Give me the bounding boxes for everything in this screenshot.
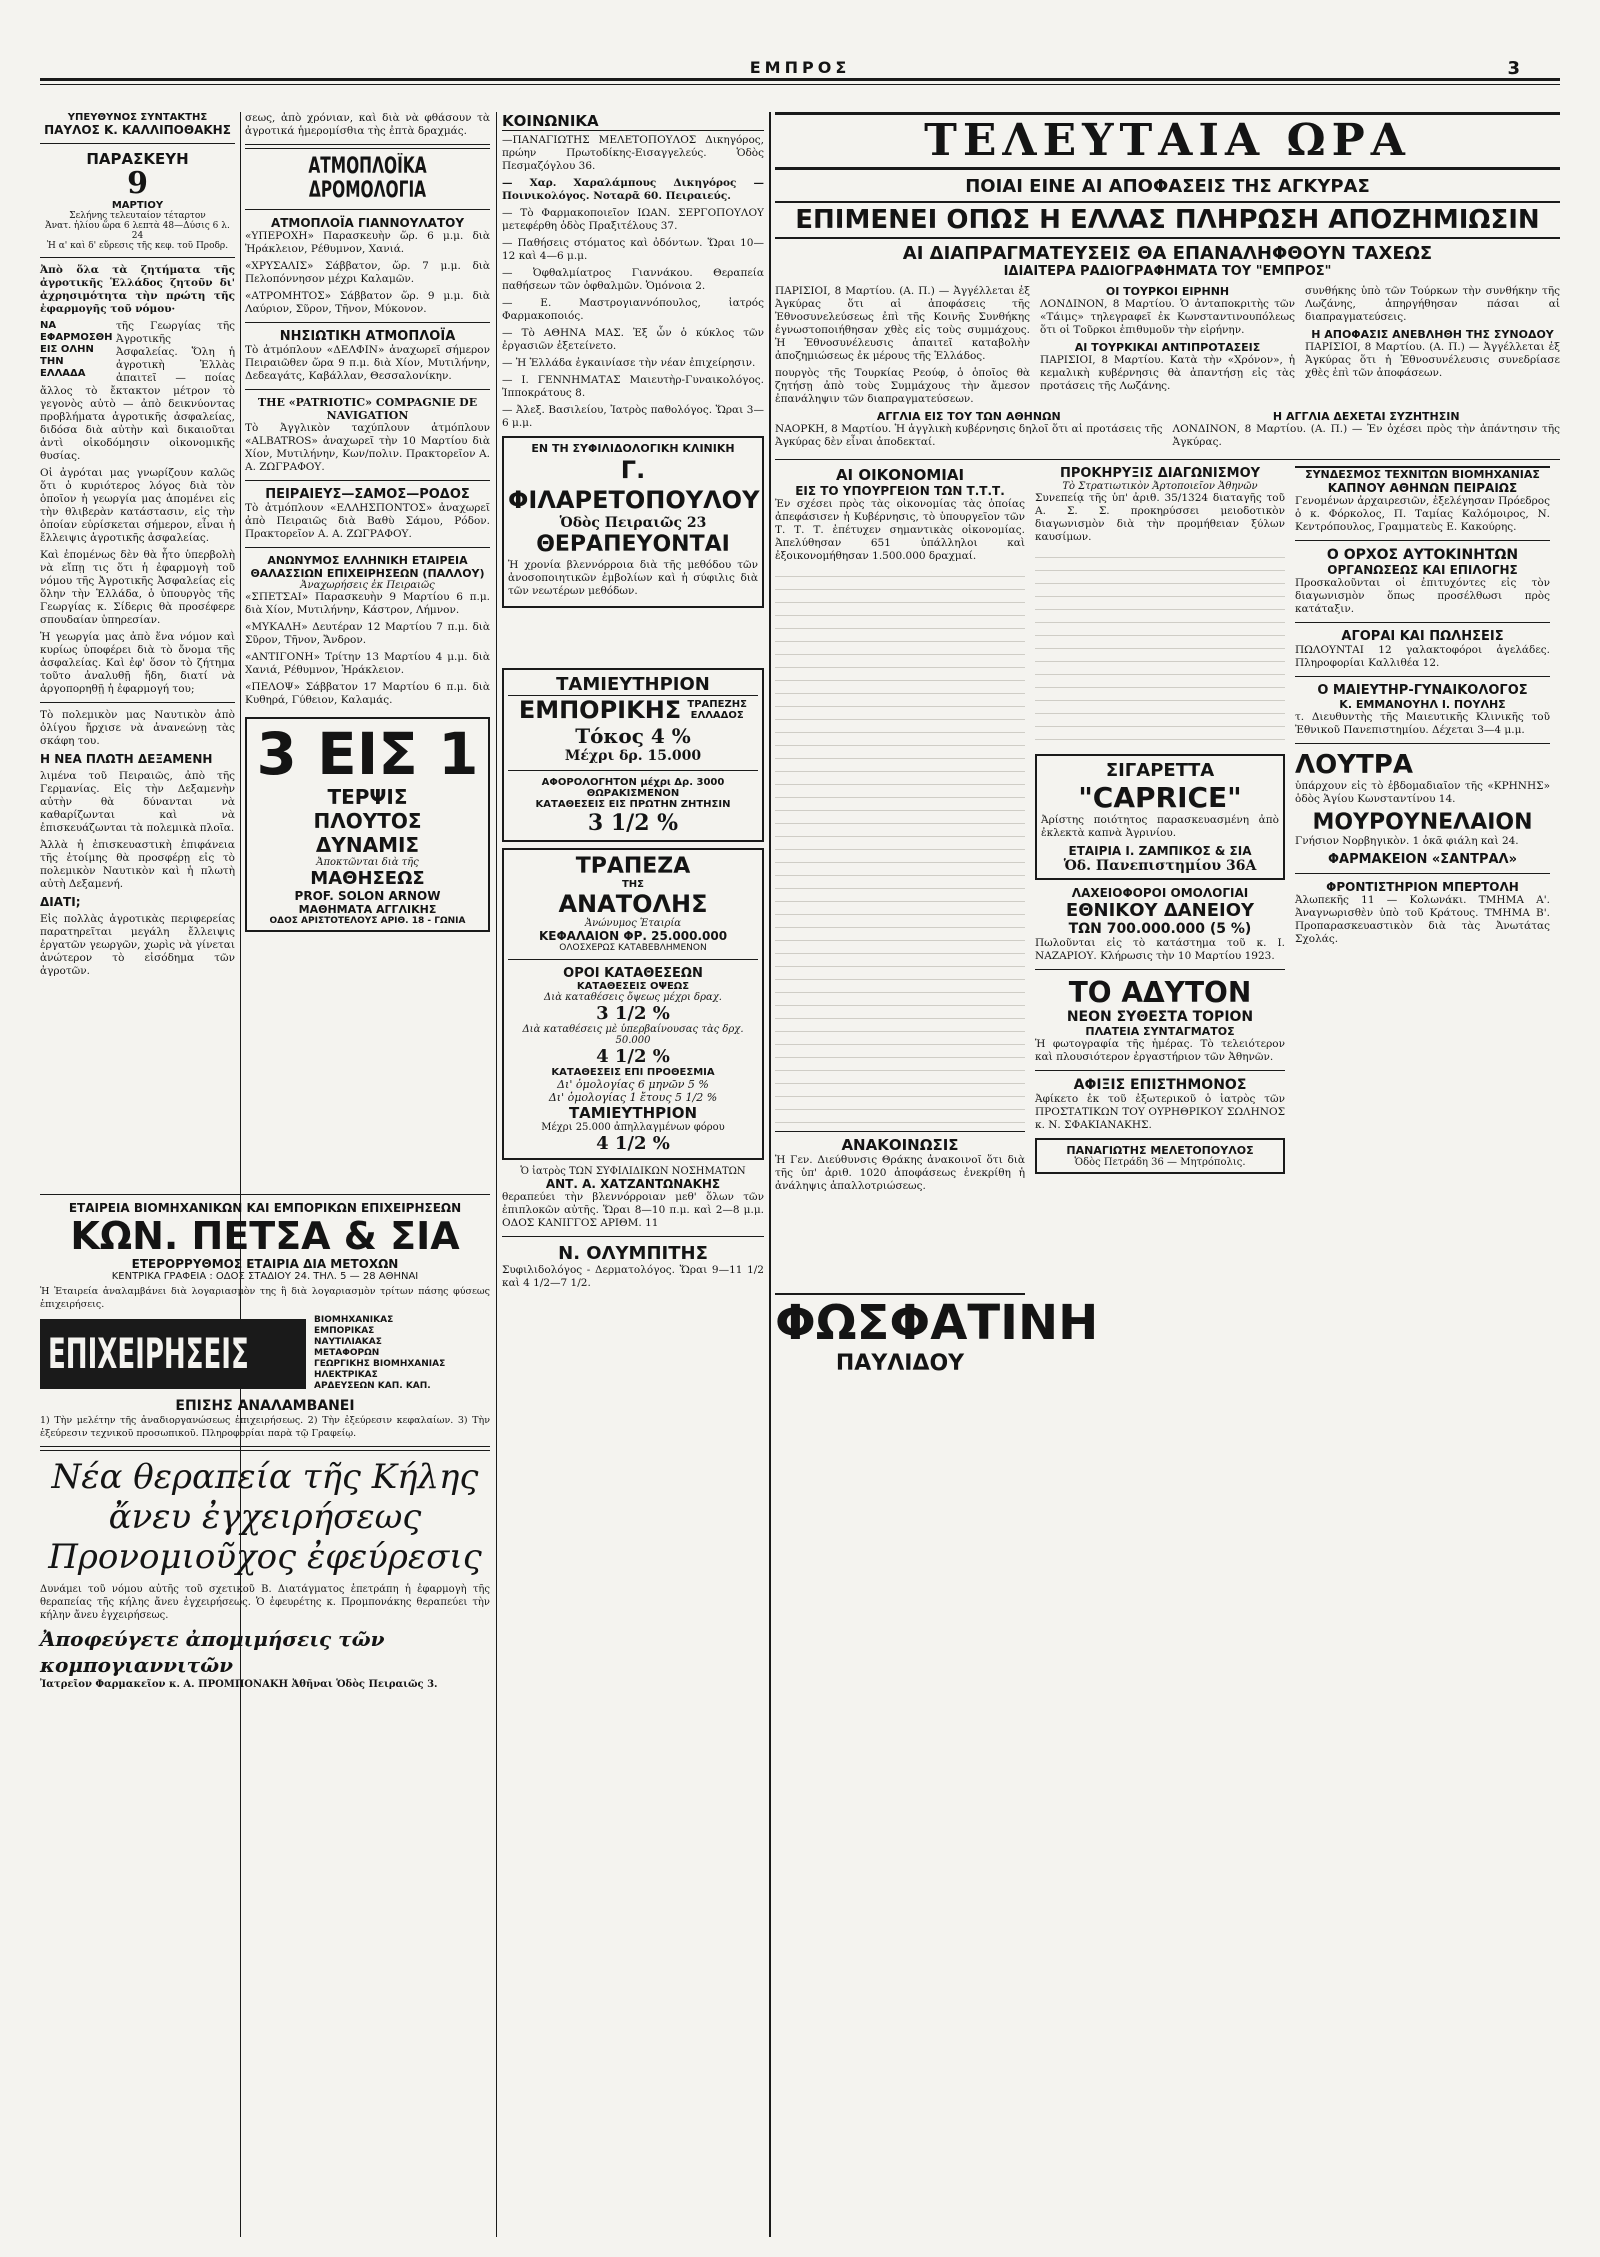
notice-item: — Ὀφθαλμίατρος Γιαννάκου. Θεραπεία παθήσεων τῶν ὀφθαλμῶν. Ὁμόνοια 2. bbox=[502, 267, 764, 292]
article-paragraph: Εἰς πολλὰς ἀγροτικὰς περιφερείας παρατηρεῖται μεγάλη ἔλλειψις ἐργατῶν γεωργῶν, χωρὶς νὰ γίνεται ἀνώτερον τὸ εἰσόδημα τῶν ἀγροτῶν. bbox=[40, 913, 235, 977]
ad-line: Ν. ΟΛΥΜΠΙΤΗΣ bbox=[558, 1243, 708, 1264]
ad-line: ΕΝ ΤΗ ΣΥΦΙΛΙΔΟΛΟΓΙΚΗ ΚΛΙΝΙΚΗ bbox=[531, 442, 735, 455]
news-column bbox=[775, 410, 1163, 453]
ad-text: Συφιλιδολόγος - Δερματολόγος. Ὥραι 9—11 1/2 καὶ 4 1/2—7 1/2. bbox=[502, 1264, 764, 1289]
article-paragraph: Ἀφίκετο ἐκ τοῦ ἐξωτερικοῦ ὁ ἰατρὸς τῶν ΠΡΟΣΤΑΤΙΚΩΝ ΤΟΥ ΟΥΡΗΘΡΙΚΟΥ ΣΩΛΗΝΟΣ κ. Ν. ΣΦΑΚΙΑΝΑΚΗΣ. bbox=[1035, 1093, 1285, 1131]
schedule-item: «ΣΠΕΤΣΑΙ» Παρασκευὴν 9 Μαρτίου 6 π.μ. διὰ Χίον, Μυτιλήνην, Κάστρον, Λήμνον. bbox=[245, 591, 490, 616]
section-note: Ἀναχωρήσεις ἐκ Πειραιῶς bbox=[300, 580, 435, 591]
ad-line: Ὁδὸς Πειραιῶς 23 bbox=[559, 515, 707, 531]
list-item: ΗΛΕΚΤΡΙΚΑΣ bbox=[314, 1370, 378, 1380]
ad-phosphatine-sub: ΠΑΥΛΙΔΟΥ bbox=[835, 1351, 965, 1376]
ad-company-header: ΕΤΑΙΡΕΙΑ ΒΙΟΜΗΧΑΝΙΚΩΝ ΚΑΙ ΕΜΠΟΡΙΚΩΝ ΕΠΙΧΕΙΡΗΣΕΩΝ bbox=[68, 1201, 462, 1215]
ad-line: ΚΑΤΑΘΕΣΕΙΣ ΕΠΙ ΠΡΟΘΕΣΜΙΑ bbox=[551, 1067, 715, 1078]
month: ΜΑΡΤΙΟΥ bbox=[111, 200, 164, 211]
section-headline: Ο ΟΡΧΟΣ ΑΥΤΟΚΙΝΗΤΩΝ bbox=[1326, 547, 1519, 563]
schedule-item: Τὸ ἀτμόπλουν «ΔΕΛΦΙΝ» ἀναχωρεῖ σήμερον Πειραιῶθεν ὥρα 9 π.μ. διὰ Χίον, Μυτιλήνην, Δεδεαγάτς, Καβάλλαν, Θεσσαλονίκην. bbox=[245, 344, 490, 382]
article-body-filler bbox=[775, 567, 1025, 1127]
subheadline: Η ΑΓΓΛΙΑ ΔΕΧΕΤΑΙ ΣΥΖΗΤΗΣΙΝ bbox=[1272, 410, 1460, 423]
article-paragraph: σεως, ἀπὸ χρόνιαν, καὶ διὰ νὰ φθάσουν τὰ ἀγροτικά ἡμερομίσθια τὴς ἐπτὰ δραχμάς. bbox=[245, 112, 490, 137]
article-paragraph: Προσκαλοῦνται οἱ ἐπιτυχόντες εἰς τὸν διαγωνισμὸν ὅπως προσέλθωσι πρὸς κατάταξιν. bbox=[1295, 577, 1550, 615]
ad-enterprises-list bbox=[314, 1315, 445, 1392]
ad-line: ΑΝΤ. Α. ΧΑΤΖΑΝΤΩΝΑΚΗΣ bbox=[545, 1177, 721, 1191]
ad-line: ΟΛΟΣΧΕΡΩΣ ΚΑΤΑΒΕΒΛΗΜΕΝΟΝ bbox=[559, 943, 707, 953]
subheadline: Η ΝΕΑ ΠΛΩΤΗ ΔΕΞΑΜΕΝΗ bbox=[40, 752, 213, 766]
ad-line: Δι' ὁμολογίας 1 ἔτους 5 1/2 % bbox=[548, 1091, 718, 1104]
schedule-item: «ΧΡΥΣΑΛΙΣ» Σάββατον, ὥρ. 7 μ.μ. διὰ Πελοπόννησον μέχρι Καλαμῶν. bbox=[245, 260, 490, 285]
ad-line: 3 1/2 % bbox=[596, 1003, 670, 1024]
ad-line: 4 1/2 % bbox=[596, 1133, 670, 1154]
almanac-note: Ἡ α' καὶ δ' εὔρεσις τῆς κεφ. τοῦ Προδρ. bbox=[46, 241, 229, 251]
bottom-left-ads bbox=[40, 1188, 490, 2238]
schedule-item: «ΑΝΤΙΓΟΝΗ» Τρίτην 13 Μαρτίου 4 μ.μ. διὰ Χανιά, Ρέθυμνον, Ἡράκλειον. bbox=[245, 651, 490, 676]
notice-item: — Παθήσεις στόματος καὶ ὀδόντων. Ὥραι 10—12 καὶ 4—6 μ.μ. bbox=[502, 237, 764, 262]
headline: ΑΙ ΔΙΑΠΡΑΓΜΑΤΕΥΣΕΙΣ ΘΑ ΕΠΑΝΑΛΗΦΘΟΥΝ ΤΑΧΕΩΣ bbox=[902, 243, 1433, 264]
schedule-item: Τὸ ἀτμόπλουν «ΕΛΛΗΣΠΟΝΤΟΣ» ἀναχωρεῖ ἀπὸ Πειραιῶς διὰ Βαθὺ Σάμου, Ρόδον. Πρακτορεῖον Α. Α. ΖΩΓΡΑΦΟΥ. bbox=[245, 502, 490, 540]
section-note: Τὸ Στρατιωτικὸν Ἀρτοποιεῖον Ἀθηνῶν bbox=[1062, 481, 1258, 492]
notice-item: — Ἀλεξ. Βασιλείου, Ἰατρὸς παθολόγος. Ὥραι 3—6 μ.μ. bbox=[502, 404, 764, 429]
ad-line: Διὰ καταθέσεις μὲ ὑπερβαίνουσας τὰς δρχ. 50.000 bbox=[522, 1024, 744, 1046]
ad-big-text: 3 ΕΙΣ 1 bbox=[256, 720, 479, 788]
ad-line: ΤΑΜΙΕΥΤΗΡΙΟΝ bbox=[568, 1104, 698, 1122]
ad-line: ΤΡΑΠΕΖΑ bbox=[575, 854, 691, 879]
ad-line: 4 1/2 % bbox=[596, 1046, 670, 1067]
subheadline: ΔΙΑΤΙ; bbox=[40, 895, 81, 909]
ad-hernia-footer: Ἰατρεῖον Φαρμακεῖον κ. Α. ΠΡΟΜΠΟΝΑΚΗ Ἀθῆναι Ὁδὸς Πειραιῶς 3. bbox=[40, 1679, 438, 1690]
ad-line: ΣΙΓΑΡΕΤΤΑ bbox=[1105, 760, 1215, 781]
section-subheadline: ΠΕΙΡΑΙΕΥΣ—ΣΑΜΟΣ—ΡΟΔΟΣ bbox=[265, 487, 470, 502]
article-paragraph: τ. Διευθυντὴς τῆς Μαιευτικῆς Κλινικῆς τοῦ Ἐθνικοῦ Πανεπιστημίου. Δέχεται 3—4 μ.μ. bbox=[1295, 711, 1550, 736]
ad-pharmacy bbox=[1035, 1138, 1285, 1174]
sub-column bbox=[1295, 466, 1550, 1376]
column-4 bbox=[775, 112, 1560, 2237]
ad-adyton bbox=[1035, 976, 1285, 1064]
notice-item: — Ἡ Ἑλλάδα ἐγκαινίασε τὴν νέαν ἐπιχείρησιν. bbox=[502, 357, 756, 369]
masthead-bottom-rule bbox=[40, 84, 1560, 85]
ad-line: ΠΛΟΥΤΟΣ bbox=[313, 809, 422, 833]
ad-hernia-title: ἄνευ ἐγχειρήσεως bbox=[108, 1497, 422, 1537]
news-item: ΝΑΟΡΚΗ, 8 Μαρτίου. Ἡ ἀγγλικὴ κυβέρνησις δηλοῖ ὅτι αἱ προτάσεις τῆς Ἀγκύρας δὲν εἶναι ἀποδεκταί. bbox=[775, 423, 1163, 448]
ad-line: Τόκος 4 % bbox=[575, 724, 691, 748]
ad-english-lessons bbox=[245, 717, 490, 932]
masthead bbox=[40, 58, 1560, 78]
ad-enterprises-title: ΕΠΙΧΕΙΡΗΣΕΙΣ bbox=[40, 1319, 306, 1389]
schedule-item: «ΜΥΚΑΛΗ» Δευτέραν 12 Μαρτίου 7 π.μ. διὰ Σῦρον, Τῆνον, Ἄνδρον. bbox=[245, 621, 490, 646]
news-block bbox=[775, 285, 1560, 410]
section-subheadline: ΝΗΣΙΩΤΙΚΗ ΑΤΜΟΠΛΟΪΑ bbox=[279, 329, 456, 344]
schedule-item: «ΠΕΛΟΨ» Σάββατον 17 Μαρτίου 6 π.μ. διὰ Κυθηρά, Γύθειον, Καλαμάς. bbox=[245, 681, 490, 706]
section-headline: ΦΑΡΜΑΚΕΙΟΝ «ΣΑΝΤΡΑΛ» bbox=[1327, 852, 1518, 867]
ad-line: ΤΟ ΑΔΥΤΟΝ bbox=[1068, 976, 1252, 1009]
column-2 bbox=[245, 112, 490, 1172]
news-column bbox=[1305, 285, 1560, 410]
ad-text: Ἀρίστης ποιότητος παρασκευασμένη ἀπὸ ἐκλεκτὰ καπνὰ Ἀγρινίου. bbox=[1041, 814, 1279, 839]
article-paragraph: τῆς Γεωργίας τῆς Ἀγροτικῆς Ἀσφαλείας. Ὅλη ἡ ἀγροτικὴ Ἑλλὰς ἀπαιτεῖ — ποίας ἄλλος τὸ ἔκτακτον μέτρον τὸ γεγονὸς αὐτὸ — ἀπὸ δεικνύοντας προβλήματα ἀγροτικῆς ἀσφαλείας, διδόσα διὰ αὐτὴν καὶ δικαιοῦται ἀντὶ οἰκοδόμησιν οἰκονομικῆς θυσίας. bbox=[40, 320, 235, 462]
ad-also-text: 1) Τὴν μελέτην τῆς ἀναδιοργανώσεως ἐπιχειρήσεως. 2) Τὴν ἐξεύρεσιν κεφαλαίων. 3) Τὴν ἐξεύρεσιν τεχνικοῦ προσωπικοῦ. Πληροφορίαι παρὰ τῷ Γραφείῳ. bbox=[40, 1415, 490, 1439]
ad-line: Διὰ καταθέσεις ὄψεως μέχρι δραχ. bbox=[544, 992, 722, 1003]
ad-line: ΔΥΝΑΜΙΣ bbox=[315, 833, 420, 857]
ad-hernia-text: Δυνάμει τοῦ νόμου αὐτῆς τοῦ σχετικοῦ Β. Διατάγματος ἐπετράπη ἡ ἐφαρμογὴ τῆς θεραπείας τῆς κήλης ἄνευ ἐγχειρήσεως. Ὁ ἐφευρέτης κ. Προμπονάκης θεραπεύει τὴν κήλην ἄνευ ἐγχειρήσεως. bbox=[40, 1584, 490, 1621]
ad-line: ΤΗΣ bbox=[621, 879, 645, 890]
ad-hernia-title: Προνομιοῦχος ἐφεύρεσις bbox=[48, 1537, 482, 1577]
ad-line: Ἀποκτῶνται διὰ τῆς bbox=[316, 857, 419, 868]
ad-hernia-warning: Ἀποφεύγετε ἀπομιμήσεις τῶν κομπογιαννιτῶν bbox=[40, 1627, 385, 1677]
ad-line: Μέχρι δρ. 15.000 bbox=[564, 748, 702, 764]
ad-bank-orient bbox=[502, 848, 764, 1160]
article-paragraph: Γνήσιον Νορβηγικὸν. 1 ὀκᾶ φιάλη καὶ 24. bbox=[1295, 835, 1519, 847]
ad-line: ΘΩΡΑΚΙΣΜΕΝΟΝ bbox=[586, 788, 680, 799]
weekday: ΠΑΡΑΣΚΕΥΗ bbox=[86, 150, 189, 168]
ad-line: Ὁδὸς Πετράδη 36 — Μητρόπολις. bbox=[1074, 1157, 1246, 1168]
ad-phosphatine: ΦΩΣΦΑΤΙΝΗ bbox=[775, 1295, 1099, 1351]
responsible-label: ΥΠΕΥΘΥΝΟΣ ΣΥΝΤΑΚΤΗΣ bbox=[67, 112, 208, 123]
ad-text: θεραπεύει τὴν βλεννόρροιαν μεθ' ὅλων τῶν ἐπιπλοκῶν αὐτῆς. Ὥραι 8—10 π.μ. καὶ 2—8 μ.μ. ΟΔΟΣ ΚΑΝΙΓΓΟΣ ΑΡΙΘΜ. 11 bbox=[502, 1191, 764, 1229]
ad-text: Ἡ φωτογραφία τῆς ἡμέρας. Τὸ τελειότερον καὶ πλουσιότερον ἐργαστήριον τῶν Ἀθηνῶν. bbox=[1035, 1038, 1285, 1063]
ad-line: Ἀνώνυμος Ἑταιρία bbox=[584, 918, 682, 929]
subheadline: ΑΙ ΤΟΥΡΚΙΚΑΙ ΑΝΤΙΠΡΟΤΑΣΕΙΣ bbox=[1074, 341, 1261, 354]
headline: ΕΠΙΜΕΝΕΙ ΟΠΩΣ Η ΕΛΛΑΣ ΠΛΗΡΩΣΗ ΑΠΟΖΗΜΙΩΣΙΝ bbox=[775, 201, 1560, 239]
ad-line: ΝΕΟΝ ΣΥΘΕΣΤΑ ΤΟΡΙΟΝ bbox=[1066, 1009, 1254, 1025]
news-item: ΠΑΡΙΣΙΟΙ, 8 Μαρτίου. (Α. Π.) — Ἀγγέλλεται ἐξ Ἀγκύρας ὅτι ἡ Ἐθνοσυνέλευσις συνεδρίασε χθὲς ἐπὶ τῶν ἀποφάσεων. bbox=[1305, 341, 1560, 379]
schedule-item: «ΑΤΡΟΜΗΤΟΣ» Σάββατον ὥρ. 9 μ.μ. διὰ Λαύριον, Σῦρον, Τῆνον, Μύκονον. bbox=[245, 290, 490, 315]
subheadline: ΟΙ ΤΟΥΡΚΟΙ ΕΙΡΗΝΗ bbox=[1105, 285, 1230, 298]
article-paragraph: Γενομένων ἀρχαιρεσιῶν, ἐξελέγησαν Πρόεδρος ὁ κ. Φόρκολος, Π. Ταμίας Καλόμοιρος, Ν. Κεντρόπουλος, Γραμματεὺς Ε. Κακούρης. bbox=[1295, 495, 1550, 533]
list-item: ΝΑΥΤΙΛΙΑΚΑΣ bbox=[314, 1337, 382, 1347]
column-1 bbox=[40, 112, 235, 1312]
ad-company-sub: ΕΤΕΡΟΡΡΥΘΜΟΣ ΕΤΑΙΡΙΑ ΔΙΑ ΜΕΤΟΧΩΝ bbox=[131, 1257, 399, 1271]
ad-line: Δι' ὁμολογίας 6 μηνῶν 5 % bbox=[557, 1078, 709, 1091]
ad-line: ΤΩΝ 700.000.000 (5 %) bbox=[1068, 921, 1252, 937]
news-column bbox=[775, 285, 1030, 410]
section-headline: ΟΡΓΑΝΩΣΕΩΣ ΚΑΙ ΕΠΙΛΟΓΗΣ bbox=[1327, 563, 1518, 577]
ad-doctor-2 bbox=[502, 1243, 764, 1290]
article-paragraph: Ἡ γεωργία μας ἀπὸ ἕνα νόμον καὶ κυρίως ὑποφέρει διὰ τὸ ὄνομα τῆς ἀσφαλείας. Καὶ ἐφ' ὅσον τὸ ζήτημα τοῦτο ἀναλυθῇ ἤδη, διατί νὰ ἀργοπορηθῇ ἡ ἐφαρμογή του; bbox=[40, 631, 235, 695]
masthead-title: ΕΜΠΡΟΣ bbox=[749, 58, 851, 77]
section-headline: ΑΙ ΟΙΚΟΝΟΜΙΑΙ bbox=[835, 466, 965, 484]
ad-company-address: ΚΕΝΤΡΙΚΑ ΓΡΑΦΕΙΑ : ΟΔΟΣ ΣΤΑΔΙΟΥ 24. ΤΗΛ. 5 — 28 ΑΘΗΝΑΙ bbox=[111, 1271, 419, 1282]
news-block bbox=[775, 410, 1560, 453]
notice-item: — Χαρ. Χαραλάμπους Δικηγόρος — Ποινικολόγος. Νοταρᾶ 60. Πειραιεύς. bbox=[502, 177, 764, 202]
section-headline: ΣΥΝΔΕΣΜΟΣ ΤΕΧΝΙΤΩΝ ΒΙΟΜΗΧΑΝΙΑΣ bbox=[1295, 466, 1550, 481]
schedule-item: «ΥΠΕΡΟΧΗ» Παρασκευὴν ὥρ. 6 μ.μ. διὰ Ἡράκλειον, Ρέθυμνον, Χανιά. bbox=[245, 230, 490, 255]
article-paragraph: Οἱ ἀγρόται μας γνωρίζουν καλῶς ὅτι ὁ κυριότερος λόγος διὰ τὸν ὁποῖον ἡ γεωργία μας ἀπομένει εἰς τὴν θλιβερὰν κατάστασιν, εἰς τὴν ὁποίαν εὑρίσκεται σήμερον, εἶναι ἡ ἔλλειψις ἀγροτικῆς ἀσφαλείας. bbox=[40, 467, 235, 544]
ad-enterprises bbox=[40, 1315, 490, 1392]
section-headline: ΜΟΥΡΟΥΝΕΛΑΙΟΝ bbox=[1312, 810, 1533, 835]
day-number: 9 bbox=[127, 166, 148, 201]
article-body-filler bbox=[1035, 548, 1285, 748]
ad-line: 3 1/2 % bbox=[587, 810, 679, 836]
side-headline: ΝΑ ΕΦΑΡΜΟΣΘΗ ΕΙΣ ΟΛΗΝ ΤΗΝ ΕΛΛΑΔΑ bbox=[40, 320, 113, 379]
section-headline: ΑΤΜΟΠΛΟΪΚΑ ΔΡΟΜΟΛΟΓΙΑ bbox=[308, 154, 427, 203]
ad-line: ΟΔΟΣ ΑΡΙΣΤΟΤΕΛΟΥΣ ΑΡΙΘ. 18 - ΓΩΝΙΑ bbox=[269, 916, 466, 926]
ad-line: ΚΑΤΑΘΕΣΕΙΣ ΟΨΕΩΣ bbox=[576, 981, 690, 992]
article-paragraph: Ἀλλὰ ἡ ἐπισκευαστικὴ ἐπιφάνεια τῆς ἐτοίμης θὰ προσφέρῃ εἰς τὸ πολεμικὸν Ναυτικὸν καὶ ἡ πλωτὴ αὐτὴ Δεξαμενή. bbox=[40, 839, 235, 890]
ad-line: ΜΑΘΗΣΕΩΣ bbox=[310, 868, 425, 889]
section-headline: ΠΡΟΚΗΡΥΞΙΣ ΔΙΑΓΩΝΙΣΜΟΥ bbox=[1059, 466, 1261, 481]
ad-line: Μέχρι 25.000 ἀπηλλαγμένων φόρου bbox=[541, 1122, 725, 1133]
section-headline: Κ. ΕΜΜΑΝΟΥΗΛ Ι. ΠΟΥΛΗΣ bbox=[1339, 698, 1506, 711]
ad-company-name: ΚΩΝ. ΠΕΤΣΑ & ΣΙΑ bbox=[70, 1214, 460, 1258]
ad-line: ΠΑΝΑΓΙΩΤΗΣ ΜΕΛΕΤΟΠΟΥΛΟΣ bbox=[1066, 1144, 1254, 1157]
article-paragraph: ὑπάρχουν εἰς τὸ ἐβδομαδιαῖον τῆς «ΚΡΗΝΗΣ» ὁδὸς Ἁγίου Κωνσταντίνου 14. bbox=[1295, 780, 1550, 805]
column-3 bbox=[502, 112, 764, 2237]
notice-item: —ΠΑΝΑΓΙΩΤΗΣ ΜΕΛΕΤΟΠΟΥΛΟΣ Δικηγόρος, πρώην Πρωτοδίκης-Εισαγγελεύς. Ὁδὸς Πεσμαζόγλου 36. bbox=[502, 134, 764, 172]
page-number: 3 bbox=[1507, 58, 1520, 79]
notice-item: — Ε. Μαστρογιαννόπουλος, ἰατρός Φαρμακοποιός. bbox=[502, 297, 764, 322]
ad-line: ΤΕΡΨΙΣ bbox=[327, 785, 408, 809]
ad-hernia-title: Νέα θεραπεία τῆς Κήλης bbox=[51, 1457, 479, 1497]
section-headline: ΑΦΙΞΙΣ ΕΠΙΣΤΗΜΟΝΟΣ bbox=[1073, 1077, 1247, 1093]
news-column bbox=[1173, 410, 1561, 453]
section-headline: Ο ΜΑΙΕΥΤΗΡ-ΓΥΝΑΙΚΟΛΟΓΟΣ bbox=[1317, 683, 1528, 698]
ad-also-title: ΕΠΙΣΗΣ ΑΝΑΛΑΜΒΑΝΕΙ bbox=[175, 1398, 355, 1414]
list-item: ΑΡΔΕΥΣΕΩΝ ΚΑΠ. ΚΑΠ. bbox=[314, 1381, 431, 1391]
sub-column bbox=[775, 466, 1099, 1376]
section-subheadline: ΑΝΩΝΥΜΟΣ ΕΛΛΗΝΙΚΗ ΕΤΑΙΡΕΙΑ ΘΑΛΑΣΣΙΩΝ ΕΠΙΧΕΙΡΗΣΕΩΝ (ΠΑΛΛΟΥ) bbox=[250, 554, 485, 580]
article-paragraph: Ἐν σχέσει πρὸς τὰς οἰκονομίας τὰς ὁποίας ἀπεφάσισεν ἡ Κυβέρνησις, τὸ ὑπουργεῖον τῶν Τ. Τ. Τ. ἐπέτυχεν σημαντικὰς οἰκονομίας. Ἀπελύθησαν 651 ὑπάλληλοι καὶ ἐξοικονομήθησαν 1.500.000 δραχμαί. bbox=[775, 498, 1025, 562]
ad-line: ΤΑΜΙΕΥΤΗΡΙΟΝ bbox=[508, 674, 758, 696]
news-item: πουργὸς τῆς Τουρκίας Ρεούφ, ὁ ὁποῖος θὰ ζητήσῃ ἀπὸ τοὺς Συμμάχους τὴν ἄμεσον ἐπανάληψιν τῶν διαπραγματεύσεων. bbox=[775, 367, 1030, 405]
ad-line: "CAPRICE" bbox=[1078, 781, 1242, 814]
ad-line: ΛΑΧΕΙΟΦΟΡΟΙ ΟΜΟΛΟΓΙΑΙ bbox=[1071, 886, 1249, 900]
ad-line: ΕΜΠΟΡΙΚΗΣ bbox=[518, 696, 682, 724]
ad-savings-bank bbox=[502, 668, 764, 842]
ad-line: Γ. ΦΙΛΑΡΕΤΟΠΟΥΛΟΥ bbox=[508, 456, 760, 514]
ad-loan bbox=[1035, 886, 1285, 963]
headline: ΠΟΙΑΙ ΕΙΝΕ ΑΙ ΑΠΟΦΑΣΕΙΣ ΤΗΣ ΑΓΚΥΡΑΣ bbox=[965, 176, 1370, 197]
ad-line: ΘΕΡΑΠΕΥΟΝΤΑΙ bbox=[536, 532, 730, 557]
section-subheadline: ΕΙΣ ΤΟ ΥΠΟΥΡΓΕΙΟΝ ΤΩΝ Τ.Τ.Τ. bbox=[795, 484, 1005, 498]
schedule-item: Τὸ Ἀγγλικὸν ταχύπλουν ἀτμόπλουν «ALBATROS» ἀναχωρεῖ τὴν 10 Μαρτίου διὰ Χίον, Μυτιλήνην, Κων/πολιν. Πρακτορεῖον Α. Α. ΖΩΓΡΑΦΟΥ. bbox=[245, 422, 490, 473]
ad-line: ΜΑΘΗΜΑΤΑ ΑΓΓΛΙΚΗΣ bbox=[298, 903, 437, 916]
article-paragraph: Συνεπείᾳ τῆς ὑπ' ἀριθ. 35/1324 διαταγῆς τοῦ Α. Σ. Σ. προκηρύσσει μειοδοτικὸν διαγωνισμὸν διὰ τὴν προμήθειαν ξύλων καυσίμων. bbox=[1035, 492, 1285, 543]
news-item: συνθήκης ὑπὸ τῶν Τούρκων τὴν συνθήκην τῆς Λωζάνης, ἀπηργήθησαν πάσαι αἱ διαπραγματεύσεις. bbox=[1305, 285, 1560, 323]
section-subheadline: ΑΤΜΟΠΛΟΪΑ ΓΙΑΝΝΟΥΛΑΤΟΥ bbox=[270, 216, 465, 230]
section-subheadline: THE «PATRIOTIC» COMPAGNIE DE NAVIGATION bbox=[257, 396, 478, 422]
ad-line: ΚΑΤΑΘΕΣΕΙΣ ΕΙΣ ΠΡΩΤΗΝ ΖΗΤΗΣΙΝ bbox=[535, 799, 731, 810]
news-column bbox=[1040, 285, 1295, 410]
ad-line: ΑΝΑΤΟΛΗΣ bbox=[558, 890, 708, 918]
article-paragraph: Καὶ ἐπομένως δὲν θὰ ἦτο ὑπερβολὴ νὰ εἴπῃ τις ὅτι ἡ ἐφαρμογὴ τοῦ νόμου τῆς Ἀγροτικῆς Ἀσφαλείας εἰς ὅλην τὴν Ἑλλάδα, ὁ ὑπουργὸς τῆς Γεωργίας κ. Σίδερις θὰ προσέφερε σπουδαίαν ὑπηρεσίαν. bbox=[40, 549, 235, 626]
ad-line: ΑΦΟΡΟΛΟΓΗΤΟΝ μέχρι Δρ. 3000 bbox=[541, 777, 725, 788]
notice-item: — Τὸ ΑΘΗΝΑ ΜΑΣ. Ἐξ ὧν ὁ κύκλος τῶν ἐργασιῶν ἐξετείνετο. bbox=[502, 327, 764, 352]
lead-paragraph: Ἀπὸ ὅλα τὰ ζητήματα τῆς ἀγροτικῆς Ἑλλάδος ζητοῦν δι' ἀχρησιμότητα τὴν πρώτη τῆς ἐφαρμογῆς τοῦ νόμου· bbox=[40, 264, 235, 315]
ad-company-note: Ἡ Ἑταιρεία ἀναλαμβάνει διὰ λογαριασμὸν της ἢ διὰ λογαριασμὸν τρίτων πάσης φύσεως ἐπιχειρήσεις. bbox=[40, 1286, 490, 1310]
ad-clinic bbox=[502, 436, 764, 608]
list-item: ΓΕΩΡΓΙΚΗΣ ΒΙΟΜΗΧΑΝΙΑΣ bbox=[314, 1359, 446, 1369]
subheadline: ΑΓΓΛΙΑ ΕΙΣ ΤΟΥ ΤΩΝ ΑΘΗΝΩΝ bbox=[876, 410, 1061, 423]
ad-cigarette bbox=[1035, 754, 1285, 880]
ad-line: ΕΘΝΙΚΟΥ ΔΑΝΕΙΟΥ bbox=[1065, 900, 1255, 921]
subheadline: ΙΔΙΑΙΤΕΡΑ ΡΑΔΙΟΓΡΑΦΗΜΑΤΑ ΤΟΥ "ΕΜΠΡΟΣ" bbox=[1003, 264, 1332, 279]
section-headline: ΦΡΟΝΤΙΣΤΗΡΙΟΝ ΜΠΕΡΤΟΛΗ bbox=[1326, 880, 1519, 894]
section-headline: ΑΝΑΚΟΙΝΩΣΙΣ bbox=[775, 1131, 1025, 1154]
ad-line: Ὁ ἰατρὸς ΤΩΝ ΣΥΦΙΛΙΔΙΚΩΝ ΝΟΣΗΜΑΤΩΝ bbox=[520, 1166, 746, 1177]
ad-text: Πωλοῦνται εἰς τὸ κατάστημα τοῦ κ. Ι. ΝΑΖΑΡΙΟΥ. Κλήρωσις τὴν 10 Μαρτίου 1923. bbox=[1035, 937, 1285, 962]
ad-line: ΚΕΦΑΛΑΙΟΝ ΦΡ. 25.000.000 bbox=[538, 929, 728, 943]
list-item: ΒΙΟΜΗΧΑΝΙΚΑΣ bbox=[314, 1315, 394, 1325]
ad-doctor bbox=[502, 1166, 764, 1230]
ad-line: ΤΡΑΠΕΖΗΣ ΕΛΛΑΔΟΣ bbox=[687, 699, 747, 721]
column-rule bbox=[769, 112, 771, 2237]
masthead-top-rule bbox=[40, 78, 1560, 81]
news-item: ΛΟΝΔΙΝΟΝ, 8 Μαρτίου. Ὁ ἀνταποκριτὴς τῶν «Τάιμς» τηλεγραφεῖ ἐκ Κωνσταντινουπόλεως ὅτι οἱ Τοῦρκοι ἐπιθυμοῦν τὴν εἰρήνην. bbox=[1040, 298, 1295, 336]
section-headline: ΑΓΟΡΑΙ ΚΑΙ ΠΩΛΗΣΕΙΣ bbox=[1341, 629, 1504, 644]
column-rule bbox=[496, 112, 497, 2237]
almanac-note: Σελήνης τελευταίον τέταρτον bbox=[69, 211, 206, 221]
ad-line: ΕΤΑΙΡΙΑ Ι. ΖΑΜΠΙΚΟΣ & ΣΙΑ bbox=[1068, 844, 1252, 858]
ad-text: Ἡ χρονία βλεννόρροια διὰ τῆς μεθόδου τῶν ἀνοσοποιητικῶν ἐμβολίων καὶ ἡ σύφιλις διὰ τῶν νεωτέρων μεθόδων. bbox=[508, 559, 758, 597]
article-paragraph: Τὸ πολεμικὸν μας Ναυτικὸν ἀπὸ ὀλίγου ἤρχισε νὰ ἀνανεώνῃ τὰς σκάφη του. bbox=[40, 709, 235, 747]
list-item: ΕΜΠΟΡΙΚΑΣ bbox=[314, 1326, 375, 1336]
sub-column bbox=[1035, 466, 1285, 1376]
news-item: ΠΑΡΙΣΙΟΙ, 8 Μαρτίου. (Α. Π.) — Ἀγγέλλεται ἐξ Ἀγκύρας ὅτι αἱ ἀποφάσεις τῆς Ἐθνοσυνελεύσεως ἐπὶ τῆς Κοινῆς Συνθήκης ἐγνωστοποιήθησαν χθὲς εἰς τοὺς συμμάχους. Ἡ Ἐθνοσυνέλευσις ἀπαιτεῖ καταβολὴν ἀποζημιώσεως ἐκ μέρους τῆς Ἑλλάδος. bbox=[775, 285, 1030, 362]
section-headline: ΚΟΙΝΩΝΙΚΑ bbox=[502, 112, 764, 131]
ad-line: PROF. SOLON ARNOW bbox=[294, 889, 441, 903]
lower-section bbox=[775, 466, 1560, 1376]
notice-item: — Τὸ Φαρμακοποιεῖον ΙΩΑΝ. ΣΕΡΓΟΠΟΥΛΟΥ μετεφέρθη ὁδὸς Πραξιτέλους 37. bbox=[502, 207, 764, 232]
article-paragraph: ΠΩΛΟΥΝΤΑΙ 12 γαλακτοφόροι ἀγελάδες. Πληροφορίαι Καλλιθέα 12. bbox=[1295, 644, 1550, 669]
news-item: ΠΑΡΙΣΙΟΙ, 8 Μαρτίου. Κατὰ τὴν «Χρόνον», ἡ κεμαλικὴ κυβέρνησις θὰ ἀπαντήσῃ εἰς τὰς προτάσεις τῆς Λωζάνης. bbox=[1040, 354, 1295, 392]
article-paragraph: Ἡ Γεν. Διεύθυνσις Θράκης ἀνακοινοῖ ὅτι διὰ τῆς ὑπ' ἀριθ. 1020 ἀποφάσεως ἐνεκρίθη ἡ ἀνάληψις ἀπαλλοτριώσεως. bbox=[775, 1154, 1025, 1192]
banner-headline: ΤΕΛΕΥΤΑΙΑ ΩΡΑ bbox=[775, 112, 1560, 170]
article-paragraph: λιμένα τοῦ Πειραιῶς, ἀπὸ τῆς Γερμανίας. Εἰς τὴν Δεξαμενὴν αὐτὴν θὰ δύνανται νὰ καθαρίζωνται καὶ νὰ ἐπισκευάζωνται τὰ πολεμικὰ πλοῖα. bbox=[40, 770, 235, 834]
subheadline: Η ΑΠΟΦΑΣΙΣ ΑΝΕΒΛΗΘΗ ΤΗΣ ΣΥΝΟΔΟΥ bbox=[1311, 328, 1554, 341]
article-paragraph: Ἀλωπεκῆς 11 — Κολωνάκι. ΤΜΗΜΑ Α'. Ἀναγνωρισθὲν ὑπὸ τοῦ Κράτους. ΤΜΗΜΑ Β'. Προπαρασκευαστικὸν διὰ τὰς Ἀνωτάτας Σχολάς. bbox=[1295, 894, 1550, 945]
ad-line: Ὁδ. Πανεπιστημίου 36Α bbox=[1063, 858, 1257, 874]
notice-item: — Ι. ΓΕΝΝΗΜΑΤΑΣ Μαιευτὴρ-Γυναικολόγος. Ἰπποκράτους 8. bbox=[502, 374, 764, 399]
section-headline: ΛΟΥΤΡΑ bbox=[1295, 750, 1413, 780]
responsible-name: ΠΑΥΛΟΣ Κ. ΚΑΛΛΙΠΟΘΑΚΗΣ bbox=[44, 123, 231, 137]
almanac-note: Ἀνατ. ἡλίου ὥρα 6 λεπτὰ 48—Δύσις 6 λ. 24 bbox=[45, 221, 230, 241]
ad-line: ΠΛΑΤΕΙΑ ΣΥΝΤΑΓΜΑΤΟΣ bbox=[1085, 1025, 1235, 1038]
list-item: ΜΕΤΑΦΟΡΩΝ bbox=[314, 1348, 380, 1358]
news-item: ΛΟΝΔΙΝΟΝ, 8 Μαρτίου. (Α. Π.) — Ἐν ὀχέσει πρὸς τὴν ἀπάντησιν τῆς Ἀγκύρας. bbox=[1172, 423, 1560, 448]
ad-line: ΟΡΟΙ ΚΑΤΑΘΕΣΕΩΝ bbox=[563, 966, 703, 981]
section-headline: ΚΑΠΝΟΥ ΑΘΗΝΩΝ ΠΕΙΡΑΙΩΣ bbox=[1327, 481, 1518, 495]
